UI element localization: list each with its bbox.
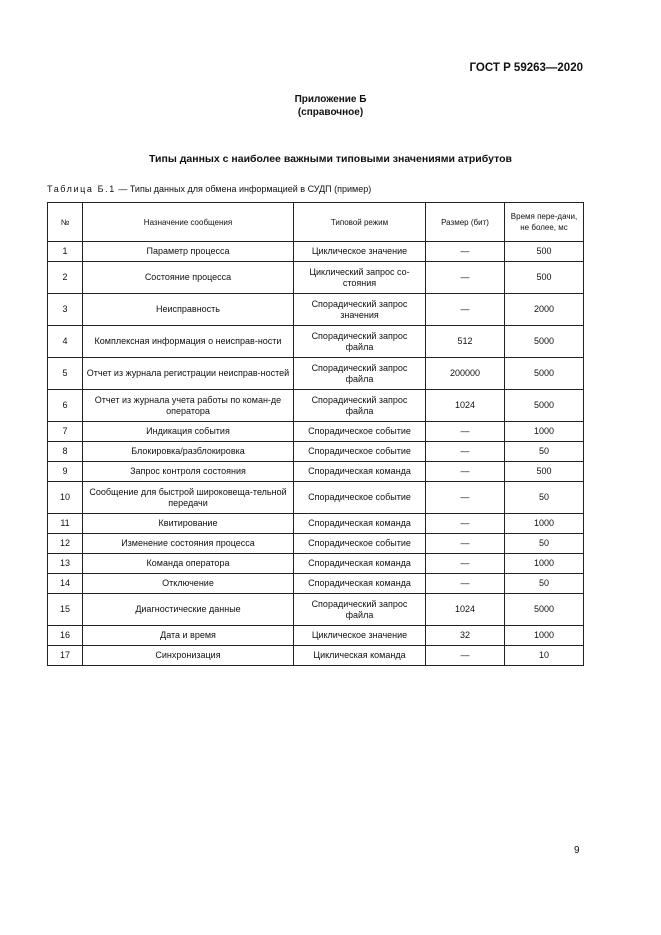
cell-number: 14 (48, 574, 83, 594)
cell-number: 8 (48, 442, 83, 462)
cell-size: — (426, 422, 505, 442)
cell-time: 1000 (505, 514, 584, 534)
cell-number: 4 (48, 326, 83, 358)
table-row (48, 514, 584, 534)
cell-size: — (426, 534, 505, 554)
cell-time: 50 (505, 442, 584, 462)
cell-mode: Спорадическое событие (294, 442, 426, 462)
cell-size: 1024 (426, 594, 505, 626)
cell-number: 16 (48, 626, 83, 646)
cell-purpose: Дата и время (83, 626, 294, 646)
column-header-time: Время пере-дачи, не более, мс (505, 203, 584, 242)
cell-mode: Спорадическая команда (294, 462, 426, 482)
cell-size: 32 (426, 626, 505, 646)
cell-time: 500 (505, 262, 584, 294)
cell-size: — (426, 262, 505, 294)
cell-number: 11 (48, 514, 83, 534)
cell-size: 512 (426, 326, 505, 358)
cell-purpose: Индикация события (83, 422, 294, 442)
cell-mode: Спорадическая команда (294, 514, 426, 534)
cell-size: — (426, 514, 505, 534)
table-row (48, 594, 584, 626)
cell-time: 500 (505, 462, 584, 482)
cell-purpose: Неисправность (83, 294, 294, 326)
cell-size: — (426, 646, 505, 666)
cell-purpose: Комплексная информация о неисправ-ности (83, 326, 294, 358)
table-row (48, 390, 584, 422)
cell-time: 5000 (505, 390, 584, 422)
cell-purpose: Запрос контроля состояния (83, 462, 294, 482)
cell-number: 15 (48, 594, 83, 626)
cell-time: 1000 (505, 422, 584, 442)
cell-time: 1000 (505, 554, 584, 574)
cell-purpose: Отчет из журнала регистрации неисправ-ностей (83, 358, 294, 390)
cell-number: 12 (48, 534, 83, 554)
table-row (48, 462, 584, 482)
cell-size: — (426, 482, 505, 514)
page-number: 9 (574, 845, 580, 856)
cell-mode: Спорадическое событие (294, 534, 426, 554)
cell-time: 5000 (505, 326, 584, 358)
table-row (48, 242, 584, 262)
cell-mode: Спорадическая команда (294, 574, 426, 594)
cell-purpose: Отключение (83, 574, 294, 594)
cell-purpose: Синхронизация (83, 646, 294, 666)
table-row (48, 534, 584, 554)
cell-size: — (426, 442, 505, 462)
cell-number: 17 (48, 646, 83, 666)
cell-number: 1 (48, 242, 83, 262)
table-row (48, 646, 584, 666)
cell-size: — (426, 574, 505, 594)
cell-time: 50 (505, 574, 584, 594)
cell-mode: Циклический запрос со-стояния (294, 262, 426, 294)
cell-mode: Спорадическое событие (294, 422, 426, 442)
cell-size: — (426, 554, 505, 574)
cell-number: 5 (48, 358, 83, 390)
cell-time: 2000 (505, 294, 584, 326)
cell-size: 1024 (426, 390, 505, 422)
cell-number: 10 (48, 482, 83, 514)
cell-time: 500 (505, 242, 584, 262)
cell-mode: Циклическое значение (294, 242, 426, 262)
cell-number: 2 (48, 262, 83, 294)
cell-purpose: Сообщение для быстрой широковеща-тельной передачи (83, 482, 294, 514)
cell-number: 3 (48, 294, 83, 326)
cell-purpose: Команда оператора (83, 554, 294, 574)
cell-purpose: Параметр процесса (83, 242, 294, 262)
cell-time: 10 (505, 646, 584, 666)
table-caption (47, 184, 371, 194)
column-header-number: № (48, 203, 83, 242)
table-row (48, 358, 584, 390)
table-caption-text: — Типы данных для обмена информацией в СУДП (пример) (115, 184, 372, 194)
cell-purpose: Блокировка/разблокировка (83, 442, 294, 462)
cell-purpose: Квитирование (83, 514, 294, 534)
document-standard-number: ГОСТ Р 59263—2020 (469, 62, 583, 74)
cell-size: — (426, 462, 505, 482)
table-row (48, 482, 584, 514)
table-row (48, 262, 584, 294)
data-types-table (47, 202, 584, 666)
table-row (48, 554, 584, 574)
table-row (48, 326, 584, 358)
cell-time: 50 (505, 482, 584, 514)
cell-time: 1000 (505, 626, 584, 646)
appendix-title: Приложение Б (294, 94, 367, 105)
cell-size: — (426, 242, 505, 262)
table-row (48, 442, 584, 462)
cell-size: 200000 (426, 358, 505, 390)
cell-mode: Спорадический запрос значения (294, 294, 426, 326)
cell-time: 50 (505, 534, 584, 554)
cell-mode: Циклическое значение (294, 626, 426, 646)
cell-number: 7 (48, 422, 83, 442)
cell-mode: Циклическая команда (294, 646, 426, 666)
table-caption-label: Таблица Б.1 (47, 184, 116, 194)
appendix-heading (0, 93, 661, 119)
cell-size: — (426, 294, 505, 326)
cell-mode: Спорадический запрос файла (294, 390, 426, 422)
table-header-row (48, 203, 584, 242)
cell-purpose: Состояние процесса (83, 262, 294, 294)
column-header-purpose: Назначение сообщения (83, 203, 294, 242)
cell-mode: Спорадический запрос файла (294, 326, 426, 358)
appendix-subtitle: (справочное) (297, 107, 364, 118)
column-header-mode: Типовой режим (294, 203, 426, 242)
cell-purpose: Отчет из журнала учета работы по коман-де оператора (83, 390, 294, 422)
cell-number: 6 (48, 390, 83, 422)
table-row (48, 574, 584, 594)
table-row (48, 294, 584, 326)
cell-mode: Спорадическая команда (294, 554, 426, 574)
cell-purpose: Изменение состояния процесса (83, 534, 294, 554)
cell-number: 9 (48, 462, 83, 482)
cell-time: 5000 (505, 358, 584, 390)
table-row (48, 626, 584, 646)
table-row (48, 422, 584, 442)
cell-time: 5000 (505, 594, 584, 626)
cell-mode: Спорадический запрос файла (294, 594, 426, 626)
cell-number: 13 (48, 554, 83, 574)
column-header-size: Размер (бит) (426, 203, 505, 242)
cell-purpose: Диагностические данные (83, 594, 294, 626)
cell-mode: Спорадическое событие (294, 482, 426, 514)
cell-mode: Спорадический запрос файла (294, 358, 426, 390)
section-title: Типы данных с наиболее важными типовыми значениями атрибутов (149, 153, 512, 165)
